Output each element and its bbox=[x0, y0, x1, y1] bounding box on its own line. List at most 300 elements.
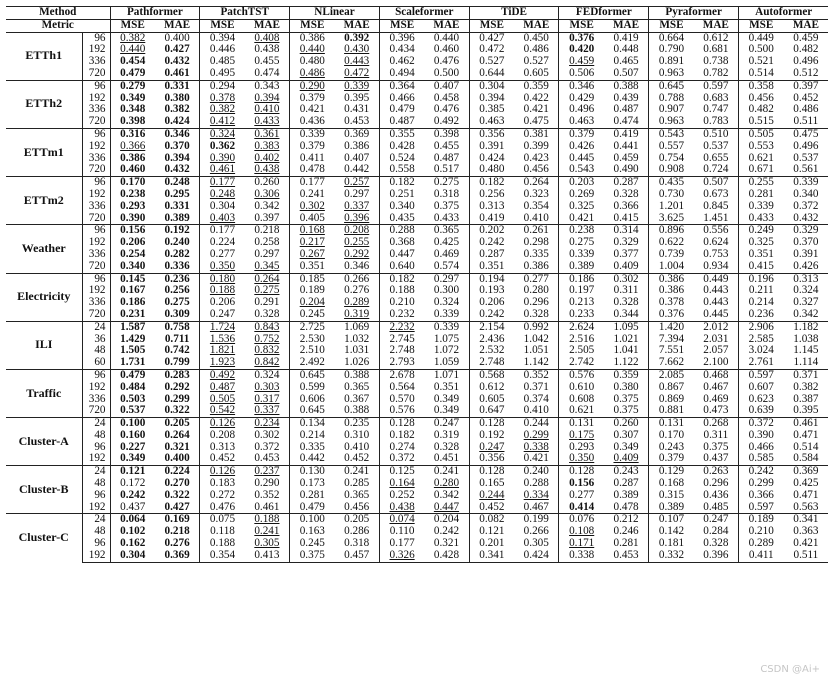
value-cell: 0.468 bbox=[694, 369, 739, 381]
value-cell: 0.511 bbox=[783, 550, 828, 562]
value-cell: 0.730 bbox=[649, 189, 694, 201]
value-cell: 0.505 bbox=[739, 128, 784, 140]
value-cell: 0.292 bbox=[344, 247, 370, 260]
value-cell: 0.241 bbox=[290, 189, 335, 201]
value-cell: 0.267 bbox=[290, 249, 335, 261]
value-cell: 0.425 bbox=[433, 236, 460, 249]
value-cell: 0.275 bbox=[559, 237, 604, 249]
results-table bbox=[6, 6, 828, 563]
value-cell: 0.409 bbox=[613, 259, 639, 272]
horizon-cell: 336 bbox=[88, 151, 106, 164]
value-cell: 0.438 bbox=[254, 43, 280, 56]
value-cell: 0.257 bbox=[334, 177, 379, 189]
value-cell: 0.130 bbox=[290, 466, 335, 478]
horizon-cell: 60 bbox=[94, 356, 106, 369]
value-cell: 0.561 bbox=[793, 163, 819, 176]
value-cell: 0.413 bbox=[245, 550, 290, 562]
value-cell: 0.458 bbox=[433, 91, 460, 104]
value-cell: 0.537 bbox=[793, 151, 819, 164]
value-cell: 7.662 bbox=[649, 357, 694, 369]
value-cell: 0.375 bbox=[433, 199, 460, 212]
horizon-cell: 720 bbox=[88, 404, 106, 417]
value-cell: 0.366 bbox=[613, 199, 639, 212]
value-cell: 2.505 bbox=[559, 345, 604, 357]
value-cell: 0.263 bbox=[694, 466, 739, 478]
value-cell: 0.279 bbox=[110, 80, 155, 92]
value-cell: 0.747 bbox=[703, 103, 729, 116]
value-cell: 0.214 bbox=[739, 297, 784, 309]
value-cell: 0.344 bbox=[613, 307, 639, 320]
value-cell: 0.311 bbox=[703, 428, 729, 441]
value-cell: 0.441 bbox=[613, 139, 639, 152]
value-cell: 0.370 bbox=[164, 139, 190, 152]
table-row bbox=[6, 321, 828, 333]
value-cell: 0.328 bbox=[613, 187, 639, 200]
value-cell: 0.286 bbox=[344, 525, 370, 538]
value-cell: 0.452 bbox=[200, 453, 245, 465]
value-cell: 0.799 bbox=[164, 356, 190, 369]
value-cell: 1.051 bbox=[523, 344, 549, 357]
value-cell: 0.189 bbox=[739, 514, 784, 526]
value-cell: 0.433 bbox=[739, 213, 784, 225]
value-cell: 0.430 bbox=[344, 43, 370, 56]
value-cell: 0.386 bbox=[344, 139, 370, 152]
value-cell: 0.351 bbox=[739, 249, 784, 261]
value-cell: 0.500 bbox=[433, 66, 460, 79]
value-cell: 0.234 bbox=[245, 418, 290, 430]
value-cell: 0.683 bbox=[703, 91, 729, 104]
value-cell: 0.388 bbox=[604, 80, 649, 92]
dataset-label: Traffic bbox=[6, 369, 82, 417]
value-cell: 0.274 bbox=[379, 442, 424, 454]
value-cell: 0.445 bbox=[559, 153, 604, 165]
value-cell: 1.114 bbox=[793, 356, 819, 369]
value-cell: 0.269 bbox=[559, 189, 604, 201]
value-cell: 0.610 bbox=[559, 382, 604, 394]
value-cell: 0.275 bbox=[254, 284, 280, 297]
value-cell: 0.243 bbox=[604, 466, 649, 478]
value-cell: 0.197 bbox=[559, 285, 604, 297]
horizon-cell: 192 bbox=[88, 91, 106, 104]
value-cell: 0.242 bbox=[110, 490, 155, 502]
value-cell: 0.362 bbox=[200, 141, 245, 153]
value-cell: 0.212 bbox=[604, 514, 649, 526]
value-cell: 0.182 bbox=[469, 177, 514, 189]
value-cell: 0.349 bbox=[433, 392, 460, 405]
value-cell: 0.324 bbox=[433, 296, 460, 309]
value-cell: 0.647 bbox=[469, 405, 514, 417]
value-cell: 0.514 bbox=[793, 440, 819, 453]
value-cell: 0.305 bbox=[254, 537, 280, 550]
value-cell: 0.790 bbox=[649, 44, 694, 56]
value-cell: 0.599 bbox=[290, 382, 335, 394]
value-cell: 0.289 bbox=[739, 538, 784, 550]
horizon-cell: 96 bbox=[82, 177, 110, 189]
horizon-cell: 192 bbox=[82, 550, 110, 562]
value-cell: 0.463 bbox=[559, 116, 604, 128]
value-cell: 0.266 bbox=[523, 525, 549, 538]
value-cell: 0.407 bbox=[424, 80, 469, 92]
value-cell: 0.381 bbox=[514, 128, 559, 140]
dataset-label: ETTh1 bbox=[6, 32, 82, 80]
value-cell: 0.355 bbox=[379, 128, 424, 140]
value-cell: 0.492 bbox=[433, 115, 460, 128]
value-cell: 0.391 bbox=[469, 141, 514, 153]
value-cell: 0.605 bbox=[469, 394, 514, 406]
value-cell: 0.235 bbox=[334, 418, 379, 430]
value-cell: 0.310 bbox=[344, 428, 370, 441]
value-cell: 0.162 bbox=[110, 538, 155, 550]
value-cell: 0.478 bbox=[290, 164, 335, 176]
value-cell: 0.392 bbox=[334, 32, 379, 44]
value-cell: 0.758 bbox=[155, 321, 200, 333]
value-cell: 0.556 bbox=[694, 225, 739, 237]
value-cell: 0.437 bbox=[110, 502, 155, 514]
method-header: Scaleformer bbox=[379, 7, 469, 20]
value-cell: 0.396 bbox=[694, 550, 739, 562]
value-cell: 0.447 bbox=[379, 249, 424, 261]
value-cell: 0.398 bbox=[424, 128, 469, 140]
value-cell: 2.085 bbox=[649, 369, 694, 381]
value-cell: 0.369 bbox=[334, 128, 379, 140]
metric-header: MAE bbox=[245, 19, 290, 32]
value-cell: 0.461 bbox=[254, 500, 280, 513]
value-cell: 0.348 bbox=[110, 104, 155, 116]
horizon-cell: 192 bbox=[88, 284, 106, 297]
value-cell: 0.396 bbox=[379, 32, 424, 44]
value-cell: 0.100 bbox=[110, 418, 155, 430]
value-cell: 0.482 bbox=[739, 104, 784, 116]
value-cell: 0.304 bbox=[110, 550, 155, 562]
value-cell: 0.480 bbox=[290, 56, 335, 68]
value-cell: 0.612 bbox=[469, 382, 514, 394]
value-cell: 0.414 bbox=[559, 502, 604, 514]
value-cell: 0.254 bbox=[110, 249, 155, 261]
value-cell: 0.218 bbox=[245, 225, 290, 237]
metric-header: MSE bbox=[200, 19, 245, 32]
value-cell: 1.059 bbox=[433, 356, 460, 369]
value-cell: 0.407 bbox=[344, 151, 370, 164]
dataset-label: Electricity bbox=[6, 273, 82, 321]
dataset-label: Cluster-A bbox=[6, 418, 82, 466]
value-cell: 0.251 bbox=[379, 189, 424, 201]
value-cell: 2.100 bbox=[703, 356, 729, 369]
value-cell: 0.412 bbox=[200, 116, 245, 128]
value-cell: 0.206 bbox=[469, 297, 514, 309]
value-cell: 0.503 bbox=[110, 394, 155, 406]
value-cell: 0.621 bbox=[739, 153, 784, 165]
horizon-cell: 720 bbox=[88, 163, 106, 176]
value-cell: 0.570 bbox=[379, 394, 424, 406]
value-cell: 0.382 bbox=[793, 380, 819, 393]
value-cell: 0.172 bbox=[110, 478, 155, 490]
value-cell: 0.437 bbox=[703, 452, 729, 465]
value-cell: 0.281 bbox=[290, 490, 335, 502]
value-cell: 0.287 bbox=[469, 249, 514, 261]
value-cell: 0.472 bbox=[469, 44, 514, 56]
value-cell: 2.585 bbox=[739, 334, 784, 346]
horizon-cell: 24 bbox=[82, 321, 110, 333]
value-cell: 0.064 bbox=[110, 514, 155, 526]
value-cell: 0.131 bbox=[649, 418, 694, 430]
watermark: CSDN @Ai+ bbox=[760, 664, 820, 675]
value-cell: 0.204 bbox=[290, 297, 335, 309]
value-cell: 0.359 bbox=[604, 369, 649, 381]
value-cell: 0.514 bbox=[739, 68, 784, 80]
value-cell: 0.386 bbox=[649, 285, 694, 297]
value-cell: 0.446 bbox=[200, 44, 245, 56]
value-cell: 0.421 bbox=[793, 537, 819, 550]
value-cell: 0.297 bbox=[254, 247, 280, 260]
value-cell: 0.247 bbox=[469, 442, 514, 454]
value-cell: 0.369 bbox=[155, 550, 200, 562]
table-row bbox=[6, 116, 828, 128]
value-cell: 0.378 bbox=[200, 93, 245, 105]
value-cell: 0.260 bbox=[245, 177, 290, 189]
value-cell: 1.420 bbox=[649, 321, 694, 333]
value-cell: 0.424 bbox=[164, 115, 190, 128]
value-cell: 0.379 bbox=[290, 93, 335, 105]
value-cell: 1.923 bbox=[200, 357, 245, 369]
value-cell: 0.303 bbox=[254, 380, 280, 393]
value-cell: 0.283 bbox=[155, 369, 200, 381]
value-cell: 2.745 bbox=[379, 334, 424, 346]
value-cell: 0.170 bbox=[649, 430, 694, 442]
value-cell: 0.284 bbox=[703, 525, 729, 538]
value-cell: 0.479 bbox=[110, 68, 155, 80]
value-cell: 0.644 bbox=[469, 68, 514, 80]
metric-header-row bbox=[6, 19, 828, 32]
value-cell: 0.379 bbox=[559, 128, 604, 140]
value-cell: 0.396 bbox=[344, 211, 370, 224]
value-cell: 0.487 bbox=[433, 151, 460, 164]
metric-header: MSE bbox=[649, 19, 694, 32]
value-cell: 0.238 bbox=[559, 225, 604, 237]
value-cell: 0.557 bbox=[649, 141, 694, 153]
horizon-cell: 48 bbox=[94, 428, 106, 441]
value-cell: 0.394 bbox=[254, 91, 280, 104]
value-cell: 0.206 bbox=[200, 297, 245, 309]
table-row bbox=[6, 201, 828, 213]
value-cell: 0.476 bbox=[433, 103, 460, 116]
value-cell: 0.465 bbox=[613, 55, 639, 68]
value-cell: 0.411 bbox=[739, 550, 784, 562]
value-cell: 0.436 bbox=[290, 116, 335, 128]
value-cell: 0.289 bbox=[344, 296, 370, 309]
value-cell: 0.346 bbox=[155, 128, 200, 140]
value-cell: 0.343 bbox=[245, 80, 290, 92]
value-cell: 0.673 bbox=[703, 187, 729, 200]
horizon-cell: 720 bbox=[88, 307, 106, 320]
value-cell: 0.189 bbox=[290, 285, 335, 297]
horizon-cell: 96 bbox=[82, 273, 110, 285]
value-cell: 7.551 bbox=[649, 345, 694, 357]
value-cell: 0.382 bbox=[110, 32, 155, 44]
metric-header: MSE bbox=[110, 19, 155, 32]
value-cell: 0.383 bbox=[254, 139, 280, 152]
value-cell: 0.645 bbox=[290, 369, 335, 381]
value-cell: 0.245 bbox=[290, 538, 335, 550]
value-cell: 0.295 bbox=[164, 187, 190, 200]
value-cell: 0.319 bbox=[433, 428, 460, 441]
value-cell: 0.277 bbox=[200, 249, 245, 261]
value-cell: 0.299 bbox=[739, 478, 784, 490]
value-cell: 0.074 bbox=[379, 514, 424, 526]
value-cell: 0.369 bbox=[783, 466, 828, 478]
value-cell: 1.095 bbox=[604, 321, 649, 333]
metric-label: Metric bbox=[6, 19, 110, 32]
value-cell: 0.380 bbox=[164, 91, 190, 104]
value-cell: 0.128 bbox=[469, 466, 514, 478]
value-cell: 0.398 bbox=[110, 116, 155, 128]
value-cell: 0.506 bbox=[559, 68, 604, 80]
value-cell: 0.400 bbox=[164, 452, 190, 465]
value-cell: 0.440 bbox=[290, 44, 335, 56]
value-cell: 0.338 bbox=[523, 440, 549, 453]
value-cell: 0.482 bbox=[793, 43, 819, 56]
value-cell: 0.376 bbox=[649, 309, 694, 321]
value-cell: 0.380 bbox=[613, 380, 639, 393]
value-cell: 0.394 bbox=[164, 151, 190, 164]
value-cell: 0.260 bbox=[604, 418, 649, 430]
value-cell: 0.237 bbox=[245, 466, 290, 478]
value-cell: 0.387 bbox=[793, 392, 819, 405]
value-cell: 1.031 bbox=[344, 344, 370, 357]
value-cell: 0.307 bbox=[613, 428, 639, 441]
value-cell: 0.424 bbox=[514, 550, 559, 562]
value-cell: 0.486 bbox=[290, 68, 335, 80]
value-cell: 0.527 bbox=[469, 56, 514, 68]
value-cell: 0.517 bbox=[433, 163, 460, 176]
value-cell: 0.391 bbox=[793, 247, 819, 260]
value-cell: 0.361 bbox=[245, 128, 290, 140]
value-cell: 0.128 bbox=[469, 418, 514, 430]
value-cell: 0.334 bbox=[523, 488, 549, 501]
value-cell: 0.241 bbox=[334, 466, 379, 478]
value-cell: 0.845 bbox=[703, 199, 729, 212]
value-cell: 0.340 bbox=[110, 261, 155, 273]
horizon-cell: 192 bbox=[88, 236, 106, 249]
value-cell: 0.193 bbox=[469, 285, 514, 297]
value-cell: 0.342 bbox=[793, 307, 819, 320]
value-cell: 0.352 bbox=[254, 488, 280, 501]
value-cell: 0.462 bbox=[379, 56, 424, 68]
horizon-cell: 96 bbox=[94, 537, 106, 550]
value-cell: 0.475 bbox=[523, 115, 549, 128]
value-cell: 0.326 bbox=[379, 550, 424, 562]
value-cell: 0.624 bbox=[703, 236, 729, 249]
value-cell: 0.354 bbox=[200, 550, 245, 562]
value-cell: 0.434 bbox=[379, 44, 424, 56]
value-cell: 0.409 bbox=[613, 452, 639, 465]
value-cell: 0.438 bbox=[379, 502, 424, 514]
value-cell: 0.371 bbox=[523, 380, 549, 393]
value-cell: 0.394 bbox=[200, 32, 245, 44]
value-cell: 0.606 bbox=[290, 394, 335, 406]
horizon-cell: 48 bbox=[94, 525, 106, 538]
value-cell: 1.032 bbox=[344, 332, 370, 345]
value-cell: 0.306 bbox=[254, 187, 280, 200]
metric-header: MSE bbox=[290, 19, 335, 32]
value-cell: 0.783 bbox=[703, 115, 729, 128]
value-cell: 0.336 bbox=[164, 259, 190, 272]
value-cell: 0.386 bbox=[290, 32, 335, 44]
value-cell: 0.311 bbox=[613, 284, 639, 297]
value-cell: 0.126 bbox=[200, 466, 245, 478]
metric-header: MSE bbox=[379, 19, 424, 32]
value-cell: 0.242 bbox=[469, 237, 514, 249]
value-cell: 0.340 bbox=[379, 201, 424, 213]
table-header bbox=[6, 7, 828, 33]
table-row bbox=[6, 213, 828, 225]
table-row bbox=[6, 80, 828, 92]
value-cell: 0.427 bbox=[164, 500, 190, 513]
value-cell: 0.322 bbox=[164, 488, 190, 501]
value-cell: 0.386 bbox=[649, 273, 694, 285]
value-cell: 0.305 bbox=[523, 537, 549, 550]
value-cell: 0.671 bbox=[739, 164, 784, 176]
horizon-cell: 336 bbox=[88, 55, 106, 68]
value-cell: 0.500 bbox=[739, 44, 784, 56]
value-cell: 0.426 bbox=[559, 141, 604, 153]
value-cell: 0.423 bbox=[523, 151, 549, 164]
value-cell: 0.420 bbox=[559, 44, 604, 56]
value-cell: 0.421 bbox=[290, 104, 335, 116]
dataset-label: ETTm1 bbox=[6, 128, 82, 176]
value-cell: 0.300 bbox=[433, 284, 460, 297]
value-cell: 0.325 bbox=[739, 237, 784, 249]
value-cell: 0.240 bbox=[164, 236, 190, 249]
value-cell: 0.415 bbox=[739, 261, 784, 273]
value-cell: 0.324 bbox=[793, 284, 819, 297]
value-cell: 0.496 bbox=[793, 55, 819, 68]
value-cell: 0.474 bbox=[254, 66, 280, 79]
value-cell: 0.447 bbox=[433, 500, 460, 513]
value-cell: 0.379 bbox=[649, 453, 694, 465]
value-cell: 0.297 bbox=[344, 187, 370, 200]
value-cell: 0.421 bbox=[523, 452, 549, 465]
value-cell: 0.276 bbox=[344, 284, 370, 297]
value-cell: 0.076 bbox=[559, 514, 604, 526]
value-cell: 0.436 bbox=[703, 488, 729, 501]
value-cell: 0.246 bbox=[613, 525, 639, 538]
value-cell: 1.451 bbox=[703, 211, 729, 224]
value-cell: 0.188 bbox=[379, 285, 424, 297]
horizon-cell: 192 bbox=[88, 500, 106, 513]
value-cell: 0.247 bbox=[200, 309, 245, 321]
value-cell: 0.524 bbox=[379, 153, 424, 165]
value-cell: 0.328 bbox=[703, 537, 729, 550]
value-cell: 0.331 bbox=[155, 80, 200, 92]
value-cell: 0.512 bbox=[793, 66, 819, 79]
value-cell: 0.297 bbox=[424, 273, 469, 285]
value-cell: 0.349 bbox=[433, 404, 460, 417]
value-cell: 0.192 bbox=[469, 430, 514, 442]
value-cell: 0.479 bbox=[110, 369, 155, 381]
value-cell: 0.280 bbox=[433, 477, 460, 490]
value-cell: 0.479 bbox=[379, 104, 424, 116]
value-cell: 0.277 bbox=[514, 273, 559, 285]
value-cell: 0.280 bbox=[523, 284, 549, 297]
value-cell: 0.205 bbox=[334, 514, 379, 526]
value-cell: 0.405 bbox=[290, 213, 335, 225]
value-cell: 0.395 bbox=[793, 404, 819, 417]
value-cell: 0.202 bbox=[469, 225, 514, 237]
value-cell: 0.382 bbox=[200, 104, 245, 116]
value-cell: 0.490 bbox=[613, 163, 639, 176]
value-cell: 0.349 bbox=[110, 453, 155, 465]
value-cell: 0.281 bbox=[613, 537, 639, 550]
